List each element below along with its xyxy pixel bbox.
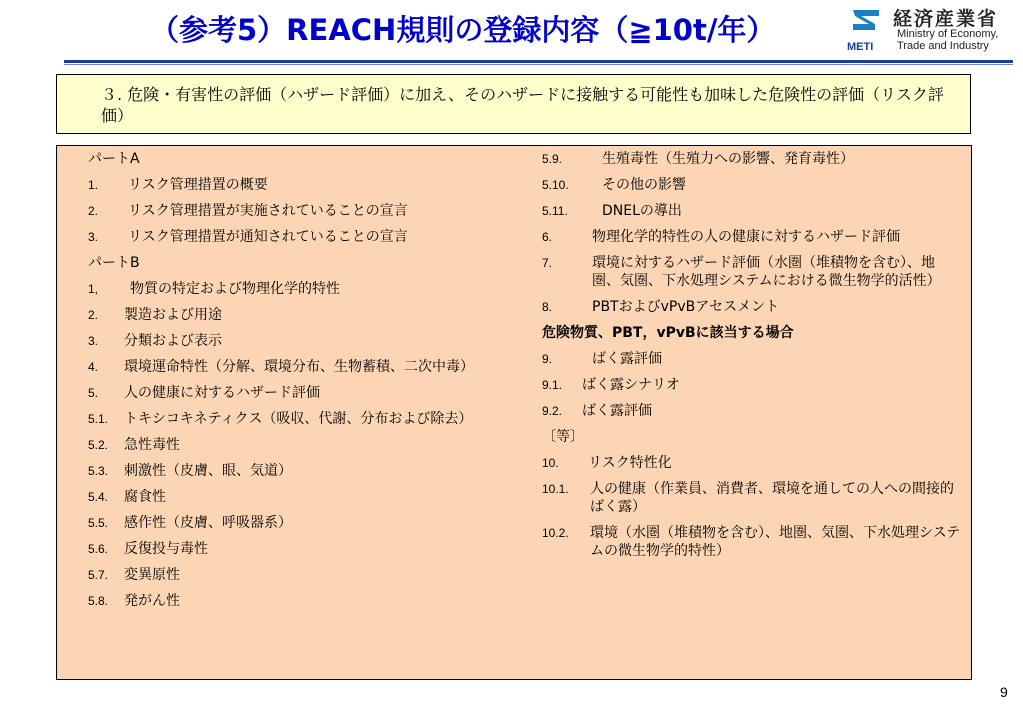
meti-logo [847, 4, 1017, 54]
list-item-number: 5.7. [88, 568, 109, 582]
list-item-text: トキシコキネティクス（吸収、代謝、分布および除去） [124, 411, 473, 427]
list-item [88, 202, 528, 220]
list-item-text: 腐食性 [124, 489, 166, 505]
list-item-text: ばく露評価 [592, 351, 662, 367]
list-item-text: パートB [88, 255, 140, 271]
list-item-number: 1. [88, 178, 99, 192]
list-item-number: 5.6. [88, 542, 109, 556]
list-item-number: 5. [88, 386, 99, 400]
list-item [88, 280, 528, 298]
list-item-number: 3. [88, 334, 99, 348]
list-item-number: 9. [542, 352, 553, 366]
list-item-number: 9.2. [542, 404, 563, 418]
list-item-text: リスク特性化 [588, 455, 672, 471]
list-item [542, 324, 962, 342]
list-item-text: PBTおよびvPvBアセスメント [592, 299, 780, 315]
list-item-number: 10.2. [542, 526, 569, 540]
list-item [542, 298, 962, 316]
list-item-number: 5.3. [88, 464, 109, 478]
list-item [88, 150, 528, 168]
list-item-number: 8. [542, 300, 553, 314]
list-item [542, 402, 962, 420]
list-item-number: 5.9. [542, 152, 563, 166]
list-item [88, 566, 528, 584]
list-item-number: 4. [88, 360, 99, 374]
list-item-text: DNELの導出 [602, 203, 682, 219]
list-item-text: 感作性（皮膚、呼吸器系） [124, 515, 292, 531]
list-item-text: ばく露評価 [582, 403, 652, 419]
list-item-number: 9.1. [542, 378, 563, 392]
list-item [88, 540, 528, 558]
logo-ministry-name-ja: 経済産業省 [893, 8, 999, 30]
list-item-text: 反復投与毒性 [124, 541, 208, 557]
list-item [88, 384, 528, 402]
list-item-number: 10.1. [542, 482, 569, 496]
list-item-text: 発がん性 [124, 593, 180, 609]
list-item-text: 物理化学的特性の人の健康に対するハザード評価 [592, 229, 900, 245]
list-item [88, 514, 528, 532]
list-item-text: リスク管理措置が実施されていることの宣言 [128, 203, 408, 219]
list-item-number: 5.4. [88, 490, 109, 504]
logo-ministry-name-en-2: Trade and Industry [897, 40, 989, 52]
title-rule-thin [64, 64, 1013, 65]
list-item-text: リスク管理措置が通知されていることの宣言 [128, 229, 408, 245]
list-item-text: 危険物質、PBT，vPvBに該当する場合 [542, 325, 794, 341]
logo-mark-text: METI [847, 41, 874, 52]
list-item [542, 350, 962, 368]
title-rule [64, 60, 1013, 63]
list-item-text: その他の影響 [602, 177, 686, 193]
list-item-number: 6. [542, 230, 553, 244]
list-item-number: 5.8. [88, 594, 109, 608]
list-item-text: 生殖毒性（生殖力への影響、発育毒性） [602, 151, 854, 167]
list-item [542, 376, 962, 394]
list-item-text: 刺激性（皮膚、眼、気道） [124, 463, 292, 479]
list-item [88, 332, 528, 350]
list-item-number: 5.2. [88, 438, 109, 452]
list-item-number: 7. [542, 256, 553, 270]
list-item-number: 2. [88, 204, 99, 218]
list-item [542, 228, 962, 246]
logo-ministry-name-en-1: Ministry of Economy, [897, 28, 999, 40]
list-item [542, 202, 962, 220]
list-item-text: ばく露シナリオ [582, 377, 680, 393]
list-item [88, 176, 528, 194]
content-box [56, 145, 972, 680]
list-item-number: 5.5. [88, 516, 109, 530]
heading-text: ３. 危険・有害性の評価（ハザード評価）に加え、そのハザードに接触する可能性も加味した危険性の評価（リスク評価） [101, 85, 944, 125]
list-item-text: 変異原性 [124, 567, 180, 583]
list-item-text: パートA [88, 151, 140, 167]
list-item [88, 592, 528, 610]
meti-logo-icon [847, 6, 887, 52]
list-item [88, 462, 528, 480]
list-item [88, 410, 528, 428]
left-column [88, 150, 528, 618]
list-item-number: 5.10. [542, 178, 569, 192]
list-item-number: 10. [542, 456, 559, 470]
list-item [542, 428, 962, 446]
heading-box [56, 74, 971, 134]
list-item [542, 150, 962, 168]
list-item-number: 5.1. [88, 412, 109, 426]
list-item-text: 製造および用途 [124, 307, 222, 323]
list-item-text: 環境（水圏（堆積物を含む）、地圏、気圏、下水処理システムの微生物学的特性） [590, 525, 961, 559]
list-item-text: 物質の特定および物理化学的特性 [130, 281, 340, 297]
list-item-text: 〔等〕 [542, 429, 584, 445]
list-item-text: リスク管理措置の概要 [128, 177, 268, 193]
list-item [542, 176, 962, 194]
list-item-number: 2. [88, 308, 99, 322]
list-item-text: 人の健康に対するハザード評価 [124, 385, 320, 401]
list-item [88, 254, 528, 272]
list-item-text: 環境運命特性（分解、環境分布、生物蓄積、二次中毒） [124, 359, 474, 375]
list-item-text: 分類および表示 [124, 333, 222, 349]
list-item [88, 358, 528, 376]
list-item [542, 254, 962, 290]
list-item [88, 436, 528, 454]
list-item-number: 5.11. [542, 204, 568, 218]
list-item [88, 306, 528, 324]
list-item-text: 人の健康（作業員、消費者、環境を通しての人への間接的ばく露） [590, 481, 954, 515]
list-item [542, 480, 962, 516]
page-number: 9 [1000, 684, 1008, 700]
list-item [88, 488, 528, 506]
list-item-text: 環境に対するハザード評価（水圏（堆積物を含む）、地圏、気圏、下水処理システムにおける微生物学的活性） [592, 255, 941, 289]
list-item [542, 454, 962, 472]
list-item-text: 急性毒性 [124, 437, 180, 453]
list-item [542, 524, 962, 560]
list-item-number: 1, [88, 282, 99, 296]
list-item [88, 228, 528, 246]
slide-title: （参考5）REACH規則の登録内容（≧10t/年） [150, 13, 776, 47]
list-item-number: 3. [88, 230, 99, 244]
right-column [542, 150, 962, 568]
